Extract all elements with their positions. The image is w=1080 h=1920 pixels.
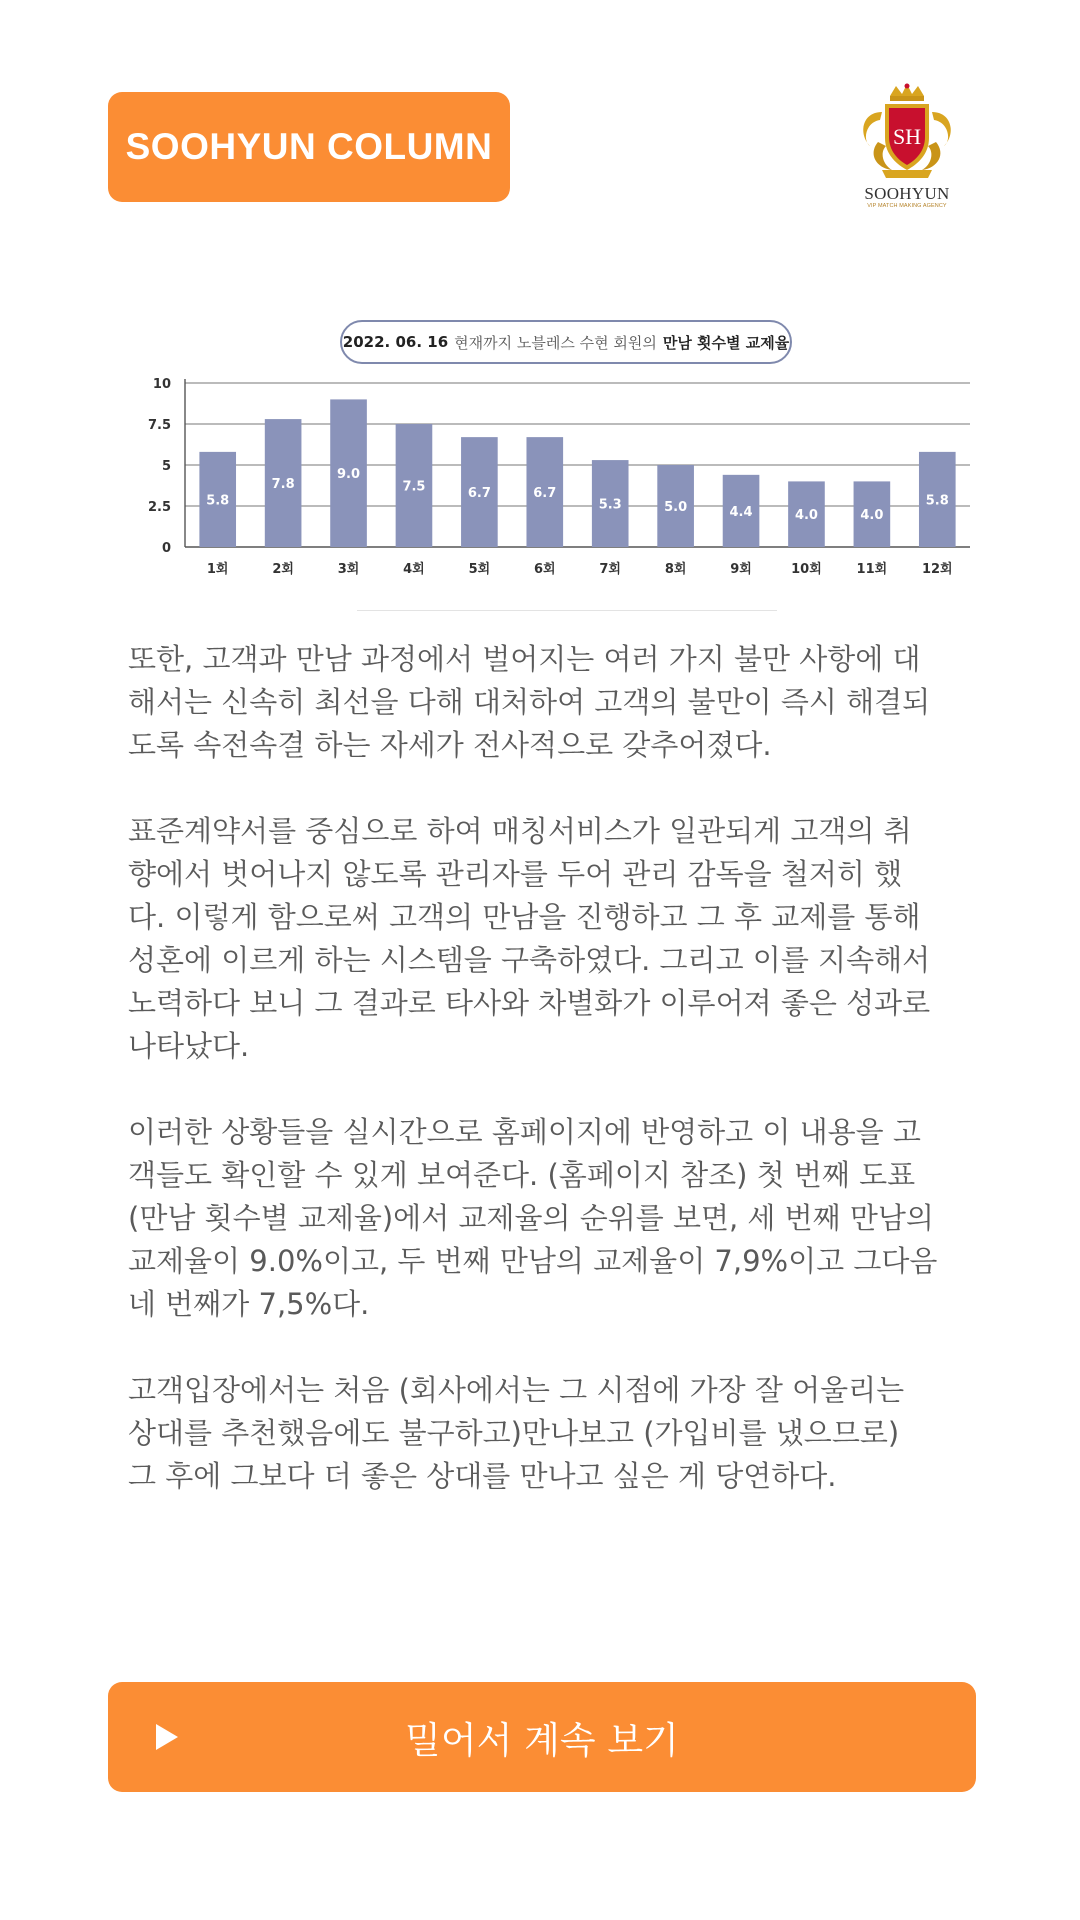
data-label: 4.0 [794,508,818,524]
x-tick-label: 2회 [272,562,294,577]
divider [357,610,777,611]
x-tick-label: 11회 [856,562,888,577]
y-tick-label: 5 [161,459,171,474]
x-tick-label: 4회 [403,562,425,577]
column-badge: SOOHYUN COLUMN [108,92,510,202]
brand-logo[interactable] [852,82,962,217]
paragraph: 고객입장에서는 처음 (회사에서는 그 시점에 가장 잘 어울리는 상대를 추천했음에도 불구하고)만나보고 (가입비를 냈으므로) 그 후에 그보다 더 좋은 상대를 만나고 싶은 게 당연하다. [128,1373,905,1493]
data-label: 4.0 [860,508,884,524]
continue-reading-button[interactable] [108,1682,976,1792]
logo-name: SOOHYUN [864,184,950,203]
data-label: 7.8 [271,477,295,493]
chart-title-emphasis: 만남 횟수별 교제율 [662,333,790,352]
x-tick-label: 3회 [337,562,360,577]
x-tick-label: 12회 [921,562,953,577]
data-label: 5.8 [206,493,230,509]
data-label: 5.3 [598,497,622,513]
data-label: 6.7 [533,486,557,502]
paragraph: 표준계약서를 중심으로 하여 매칭서비스가 일관되게 고객의 취 향에서 벗어나지 않도록 관리자를 두어 관리 감독을 철저히 했 다. 이렇게 함으로써 고객의 만남을 진행하고 그 후 교제를 통해 성혼에 이르게 하는 시스템을 구축하였다. 그리고 이를 지속해서 노력하다 보니 그 결과로 타사와 차별화가 이루어져 좋은 성과로 나타났다. [128,814,931,1063]
y-tick-label: 0 [161,541,171,556]
x-tick-label: 9회 [730,562,752,577]
y-tick-label: 7.5 [147,418,171,433]
x-tick-label: 5회 [468,562,491,577]
data-label: 7.5 [402,479,426,495]
y-tick-label: 2.5 [147,500,171,515]
x-tick-label: 8회 [664,562,687,577]
article-body [128,638,998,1541]
crest-icon [852,82,962,182]
chart-title-date: 2022. 06. 16 [342,333,449,351]
x-tick-label: 10회 [791,562,822,577]
x-tick-label: 1회 [206,562,229,577]
data-label: 6.7 [467,486,491,502]
logo-tagline: VIP MATCH MAKING AGENCY [867,203,947,209]
logo-monogram: SH [892,124,922,149]
continue-reading-label: 밀어서 계속 보기 [405,1719,679,1762]
data-label: 5.8 [925,493,949,509]
data-label: 4.4 [729,504,753,520]
chart-title-middle: 현재까지 노블레스 수현 회원의 [454,333,657,352]
play-icon [156,1724,178,1750]
data-label: 5.0 [664,500,688,515]
y-tick-label: 10 [152,377,171,392]
paragraph: 이러한 상황들을 실시간으로 홈페이지에 반영하고 이 내용을 고 객들도 확인할 수 있게 보여준다. (홈페이지 참조) 첫 번째 도표 (만남 횟수별 교제율)에서 교제율의 순위를 보면, 세 번째 만남의 교제율이 9.0%이고, 두 번째 만남의 교제율이 7,9%이고 그다음 네 번째가 7,5%다. [128,1115,938,1321]
chart-title [340,320,792,364]
paragraph: 또한, 고객과 만남 과정에서 벌어지는 여러 가지 불만 사항에 대 해서는 신속히 최선을 다해 대처하여 고객의 불만이 즉시 해결되 도록 속전속결 하는 자세가 전사적으로 갖추어졌다. [128,642,931,762]
x-tick-label: 7회 [599,562,622,577]
x-tick-label: 6회 [533,562,556,577]
data-label: 9.0 [337,467,361,483]
